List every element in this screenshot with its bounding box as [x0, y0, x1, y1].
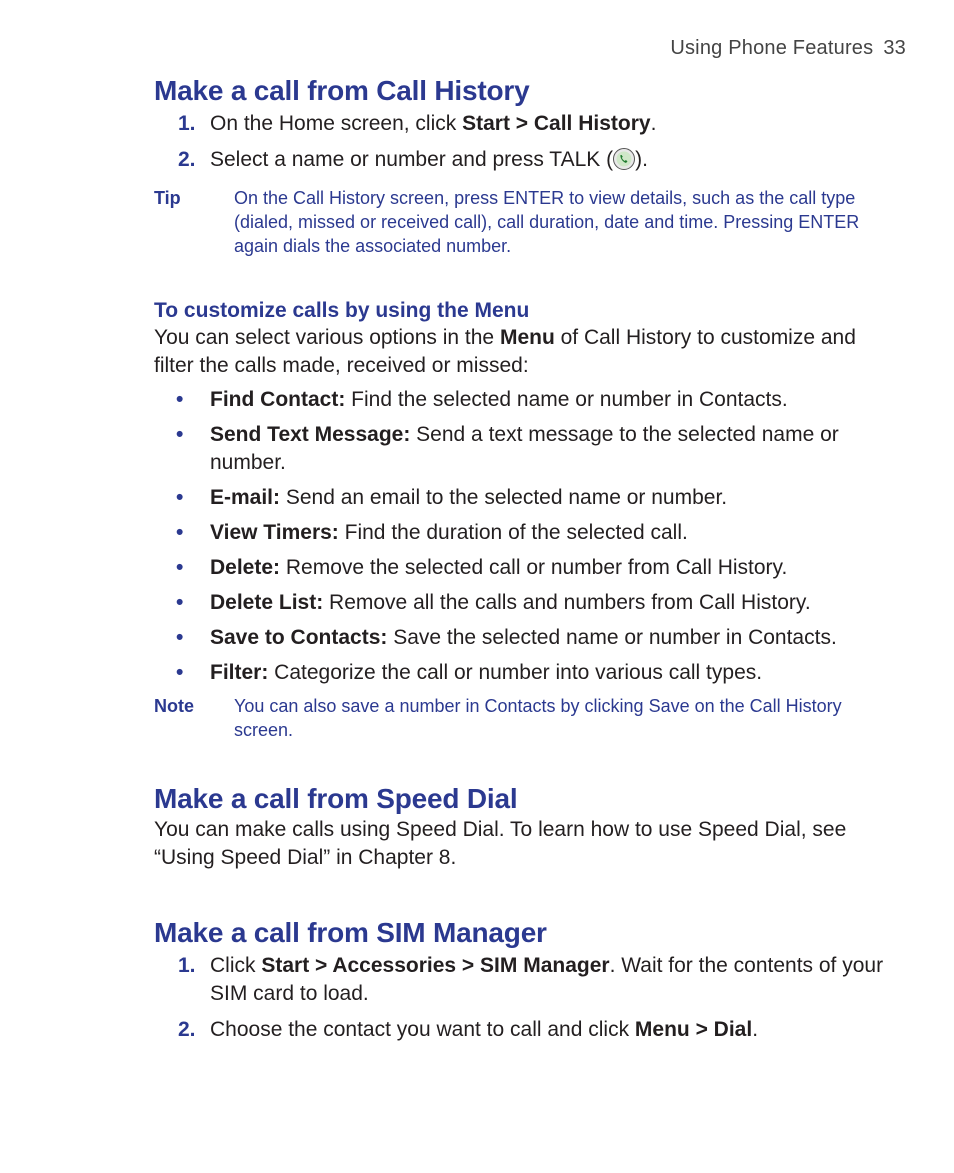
step-text: Select a name or number and press TALK (: [210, 148, 614, 171]
sim-manager-steps: [154, 952, 884, 1044]
tip-label: Tip: [154, 188, 181, 208]
step-text: Click: [210, 954, 262, 977]
talk-button-icon: [613, 148, 635, 170]
option-desc: Remove the selected call or number from Call History.: [280, 556, 788, 579]
option-term: View Timers:: [210, 521, 339, 544]
page-number: 33: [883, 37, 906, 59]
subheading-menu: To customize calls by using the Menu: [154, 299, 530, 322]
heading-call-history: Make a call from Call History: [154, 75, 530, 106]
bullet-icon: •: [176, 423, 184, 446]
menu-intro: [154, 324, 884, 380]
step-bold: Start > Call History: [462, 112, 651, 135]
option-desc: Remove all the calls and numbers from Call History.: [323, 591, 811, 614]
menu-options-list: [154, 386, 884, 687]
heading-speed-dial: Make a call from Speed Dial: [154, 783, 518, 814]
step-text-end: .: [752, 1018, 759, 1041]
option-desc: Send a text message to the selected name or number.: [210, 423, 839, 474]
step-text-end: ).: [635, 148, 648, 171]
step-number: 2.: [178, 148, 196, 171]
list-item: [154, 484, 884, 512]
bullet-icon: •: [176, 626, 184, 649]
heading-sim-manager: Make a call from SIM Manager: [154, 917, 547, 948]
section-title: Using Phone Features: [670, 37, 874, 59]
tip-callout: [154, 186, 884, 258]
option-term: Save to Contacts:: [210, 626, 388, 649]
note-text: You can also save a number in Contacts by clicking Save on the Call History screen.: [234, 696, 842, 740]
step-item: [154, 952, 884, 1008]
list-item: [154, 421, 884, 477]
option-desc: Find the duration of the selected call.: [338, 521, 688, 544]
tip-text: On the Call History screen, press ENTER to view details, such as the call type (dialed, missed or received call), call duration, date and time. Pressing ENTER again dials the associated number.: [234, 188, 860, 256]
step-item: [154, 1016, 884, 1044]
page-content: [154, 74, 884, 1052]
option-term: Delete List:: [210, 591, 324, 614]
call-history-steps: [154, 110, 884, 174]
option-term: E-mail:: [210, 486, 281, 509]
option-desc: Categorize the call or number into various call types.: [268, 661, 763, 684]
step-number: 2.: [178, 1018, 196, 1041]
note-callout: [154, 694, 884, 742]
step-text: Choose the contact you want to call and click: [210, 1018, 635, 1041]
step-number: 1.: [178, 954, 196, 977]
step-bold: Start > Accessories > SIM Manager: [261, 954, 610, 977]
option-term: Find Contact:: [210, 388, 346, 411]
step-text: On the Home screen, click: [210, 112, 463, 135]
option-term: Delete:: [210, 556, 281, 579]
step-bold: Menu > Dial: [634, 1018, 753, 1041]
intro-text: You can select various options in the: [154, 326, 500, 349]
list-item: [154, 659, 884, 687]
option-term: Send Text Message:: [210, 423, 411, 446]
speed-dial-body: You can make calls using Speed Dial. To learn how to use Speed Dial, see “Using Speed Dial” in Chapter 8.: [154, 818, 847, 869]
list-item: [154, 624, 884, 652]
note-label: Note: [154, 696, 194, 716]
step-text-end: .: [650, 112, 657, 135]
option-desc: Find the selected name or number in Contacts.: [345, 388, 788, 411]
list-item: [154, 386, 884, 414]
bullet-icon: •: [176, 661, 184, 684]
option-desc: Send an email to the selected name or number.: [280, 486, 728, 509]
list-item: [154, 554, 884, 582]
step-item: [154, 146, 884, 174]
option-desc: Save the selected name or number in Contacts.: [387, 626, 837, 649]
bullet-icon: •: [176, 388, 184, 411]
step-text-end: . Wait for the contents of your SIM card to load.: [210, 954, 884, 1005]
step-number: 1.: [178, 112, 196, 135]
option-term: Filter:: [210, 661, 269, 684]
step-item: [154, 110, 884, 138]
intro-bold: Menu: [499, 326, 555, 349]
list-item: [154, 519, 884, 547]
running-header: [670, 37, 906, 60]
list-item: [154, 589, 884, 617]
bullet-icon: •: [176, 556, 184, 579]
bullet-icon: •: [176, 521, 184, 544]
intro-text-end: of Call History to customize and filter the calls made, received or missed:: [154, 326, 856, 377]
bullet-icon: •: [176, 486, 184, 509]
bullet-icon: •: [176, 591, 184, 614]
